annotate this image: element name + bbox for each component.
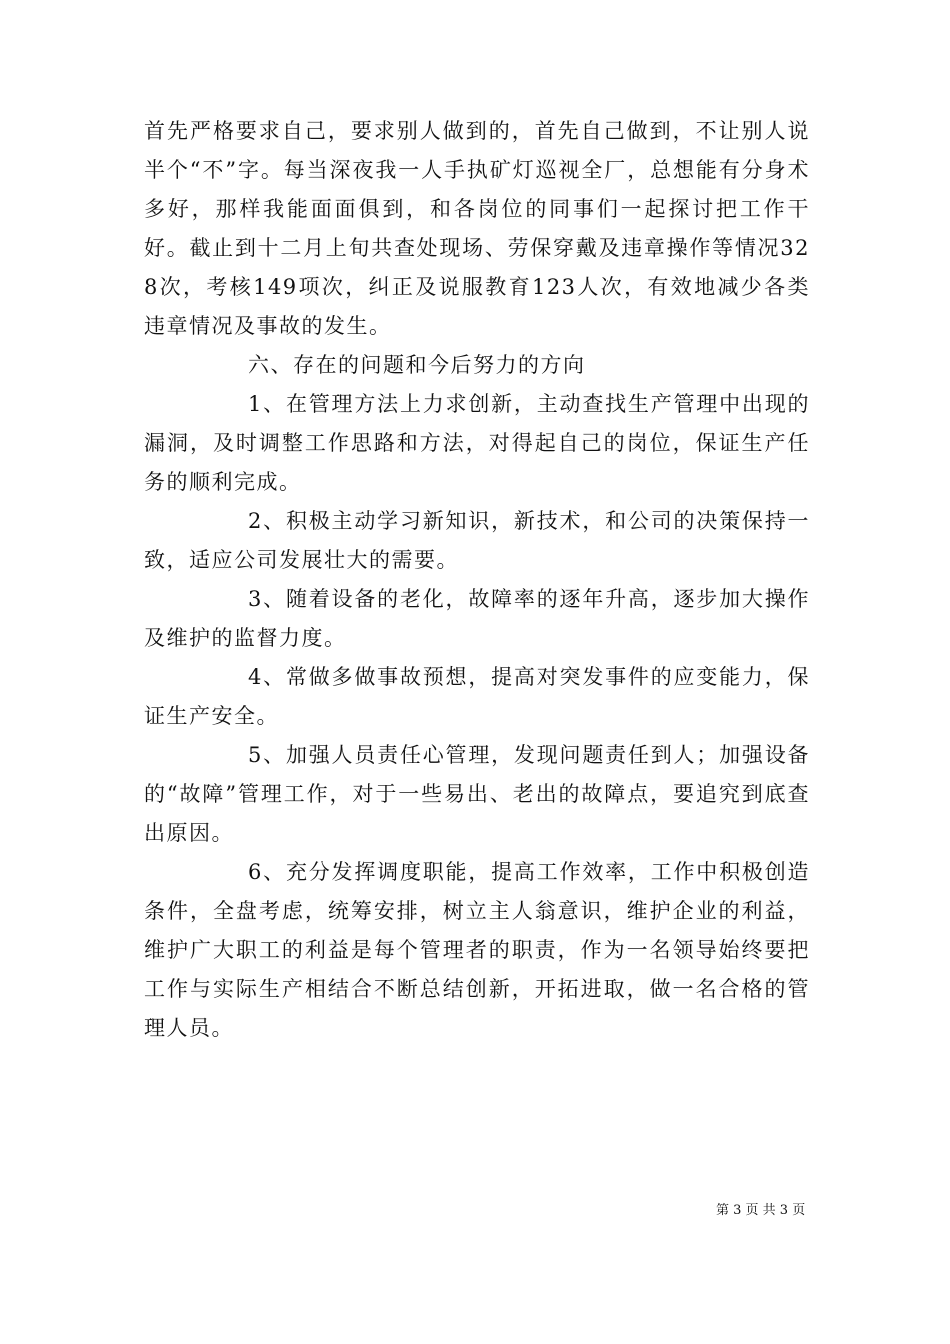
paragraph-continuation: 首先严格要求自己，要求别人做到的，首先自己做到，不让别人说半个“不”字。每当深夜我一人手执矿灯巡视全厂，总想能有分身术多好，那样我能面面俱到，和各岗位的同事们一起探讨把工作干好。截止到十二月上旬共查处现场、劳保穿戴及违章操作等情况328次，考核149项次，纠正及说服教育123人次，有效地减少各类违章情况及事故的发生。 [144,119,810,338]
document-body [144,112,810,1048]
list-item-4: 4、常做多做事故预想，提高对突发事件的应变能力，保证生产安全。 [144,665,810,728]
list-item-3: 3、随着设备的老化，故障率的逐年升高，逐步加大操作及维护的监督力度。 [144,587,810,650]
list-item-6: 6、充分发挥调度职能，提高工作效率，工作中积极创造条件，全盘考虑，统筹安排，树立主人翁意识，维护企业的利益，维护广大职工的利益是每个管理者的职责，作为一名领导始终要把工作与实际生产相结合不断总结创新，开拓进取，做一名合格的管理人员。 [144,860,810,1040]
page-number-footer: 第 3 页 共 3 页 [716,1203,806,1218]
list-item-1: 1、在管理方法上力求创新，主动查找生产管理中出现的漏洞，及时调整工作思路和方法，对得起自己的岗位，保证生产任务的顺利完成。 [144,392,810,494]
list-item-5: 5、加强人员责任心管理，发现问题责任到人；加强设备的“故障”管理工作，对于一些易出、老出的故障点，要追究到底查出原因。 [144,743,810,845]
list-item-2: 2、积极主动学习新知识，新技术，和公司的决策保持一致，适应公司发展壮大的需要。 [144,509,810,572]
section-heading: 六、存在的问题和今后努力的方向 [248,353,586,377]
